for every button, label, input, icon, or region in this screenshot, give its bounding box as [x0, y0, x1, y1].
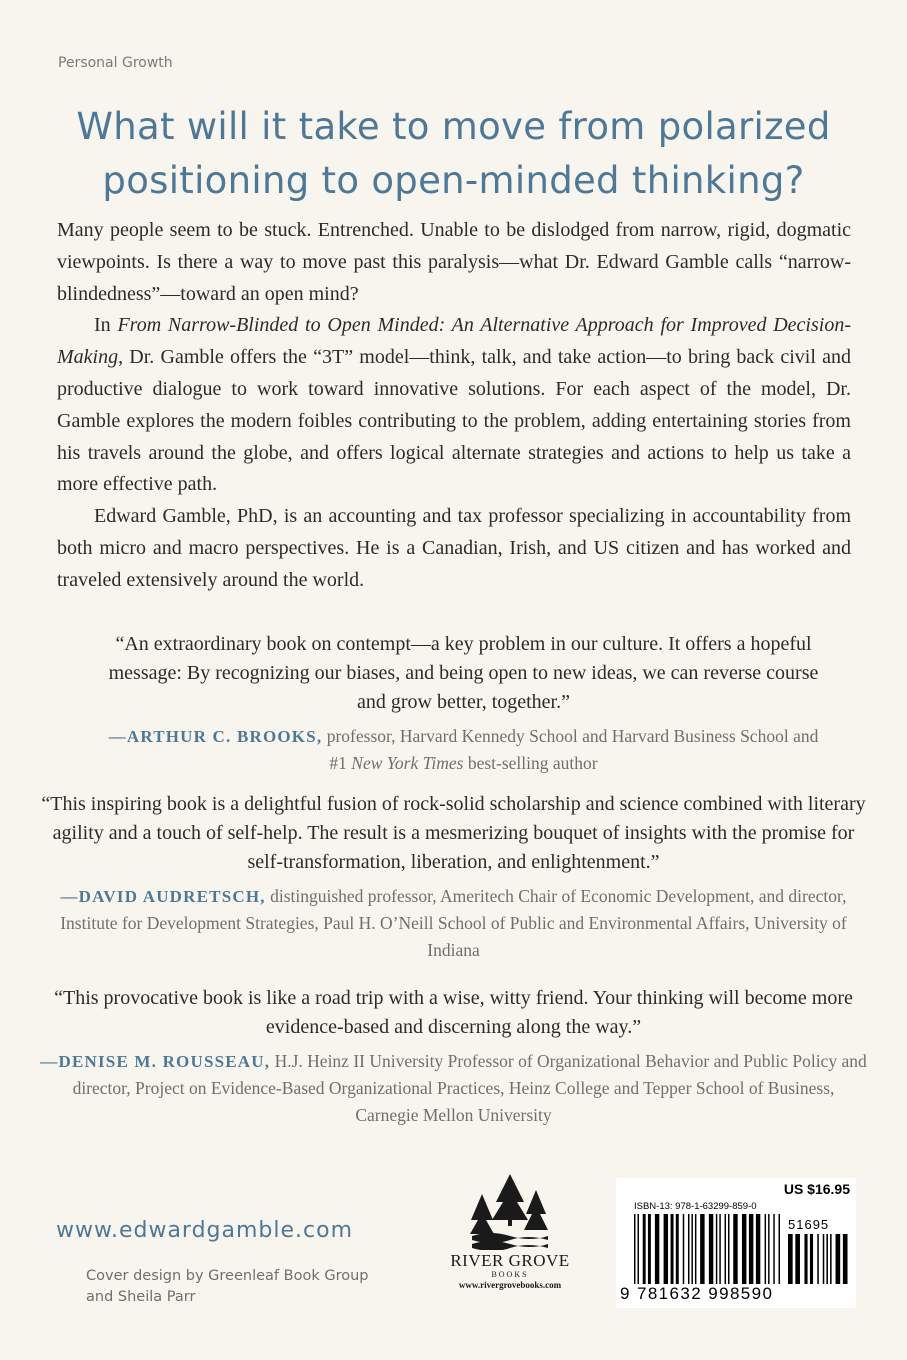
endorsement-quote: “An extraordinary book on contempt—a key problem in our culture. It offers a hopeful message: By recognizing our biases, and being open to new ideas, we can reverse course and grow better, together.”: [108, 633, 819, 713]
endorsement-attribution: —DENISE M. ROUSSEAU, H.J. Heinz II University Professor of Organizational Behavior and Public Policy and director, Project on Evidence-Based Organizational Practices, Heinz College and Tepper School of Business, Carnegie Mellon University: [40, 1051, 867, 1125]
barcode-bar: [756, 1214, 760, 1284]
publisher-subtitle: BOOKS: [491, 1270, 529, 1279]
endorsement-attribution: —ARTHUR C. BROOKS, professor, Harvard Kennedy School and Harvard Business School and #1 New York Times best-selling author: [108, 726, 819, 773]
endorser-name: —DENISE M. ROUSSEAU,: [40, 1052, 271, 1071]
barcode-bar: [817, 1234, 819, 1284]
price-label: US $16.95: [783, 1181, 850, 1197]
barcode-bar: [676, 1214, 679, 1284]
barcode-bar: [826, 1234, 828, 1284]
isbn-label: ISBN-13: 978-1-63299-859-0: [634, 1201, 757, 1212]
endorsement-2: [40, 790, 867, 964]
barcode-bar: [810, 1234, 813, 1284]
barcode-bar: [823, 1234, 825, 1284]
pine-trees-icon: [468, 1172, 552, 1250]
endorsement-1: [100, 630, 827, 777]
barcode-bar: [773, 1214, 774, 1284]
barcode-bar: [843, 1234, 848, 1284]
barcode-bar: [643, 1214, 646, 1284]
barcode-bar: [700, 1214, 704, 1284]
barcode-bar: [648, 1214, 651, 1284]
barcode-bar: [765, 1214, 766, 1284]
ean-digits: 9 781632 998590: [620, 1284, 774, 1303]
barcode-bar: [709, 1214, 713, 1284]
barcode-bar: [804, 1234, 807, 1284]
description-paragraph-1: Many people seem to be stuck. Entrenched. Unable to be dislodged from narrow, rigid, dogmatic viewpoints. Is there a way to move past this paralysis—what Dr. Edward Gamble calls “narrow-blindedness”—toward an open mind?: [57, 219, 851, 305]
book-title: From Narrow-Blinded to Open Minded: An Alternative Approach for Improved Decision-Making: [57, 314, 851, 369]
barcode-bar: [742, 1214, 746, 1284]
barcode-bar: [795, 1234, 800, 1284]
barcode-bar: [725, 1214, 726, 1284]
barcode-bar: [688, 1214, 689, 1284]
barcode-bar: [634, 1214, 635, 1284]
cover-design-credit: Cover design by Greenleaf Book Group and Sheila Parr: [86, 1268, 369, 1305]
endorsement-3: [40, 984, 867, 1129]
headline-line-1: What will it take to move from polarized: [76, 105, 831, 148]
addon-barcode: [788, 1234, 852, 1284]
headline-line-2: positioning to open-minded thinking?: [102, 159, 805, 202]
price-addon-number: 51695: [788, 1217, 830, 1232]
book-description: [57, 215, 851, 597]
barcode-bar: [836, 1234, 841, 1284]
endorser-name: —DAVID AUDRETSCH,: [60, 887, 266, 906]
barcode-bar: [695, 1214, 696, 1284]
barcode-panel: [616, 1178, 856, 1308]
author-website-link[interactable]: www.edwardgamble.com: [56, 1218, 354, 1243]
barcode-bar: [768, 1214, 769, 1284]
barcode-bar: [637, 1214, 638, 1284]
category-label: Personal Growth: [58, 55, 173, 71]
barcode-bar: [788, 1234, 793, 1284]
barcode-bar: [779, 1214, 780, 1284]
barcode-bar: [830, 1234, 832, 1284]
endorsement-attribution: —DAVID AUDRETSCH, distinguished professor, Ameritech Chair of Economic Development, and director, Institute for Development Strategies, Paul H. O’Neill School of Public and Environmental Affairs, University of Indiana: [60, 886, 847, 960]
barcode-bar: [719, 1214, 720, 1284]
barcode-bar: [728, 1214, 729, 1284]
barcode-bar: [749, 1214, 753, 1284]
author-bio: Edward Gamble, PhD, is an accounting and tax professor specializing in accountability from both micro and macro perspectives. He is a Canadian, Irish, and US citizen and has worked and traveled extensively around the world.: [57, 505, 851, 591]
description-paragraph-2: In From Narrow-Blinded to Open Minded: An Alternative Approach for Improved Decision-Making, Dr. Gamble offers the “3T” model—think, talk, and take action—to bring back civil and productive dialogue to work toward innovative solutions. For each aspect of the model, Dr. Gamble explores the modern foibles contributing to the problem, adding entertaining stories from his travels around the globe, and offers logical alternate strategies and actions to help us take a more effective path.: [57, 314, 851, 496]
publisher-name: RIVER GROVE: [450, 1251, 570, 1270]
barcode-bar: [664, 1214, 668, 1284]
barcode-bar: [691, 1214, 692, 1284]
endorser-name: —ARTHUR C. BROOKS,: [108, 727, 323, 746]
barcode-bar: [671, 1214, 674, 1284]
ean-barcode: [634, 1214, 782, 1284]
barcode-bar: [683, 1214, 684, 1284]
barcode-bar: [716, 1214, 717, 1284]
endorsement-quote: “This provocative book is like a road trip with a wise, witty friend. Your thinking will become more evidence-based and discerning along the way.”: [54, 987, 853, 1038]
publisher-logo: [430, 1172, 590, 1291]
publisher-url: www.rivergrovebooks.com: [458, 1280, 562, 1290]
barcode-bar: [655, 1214, 659, 1284]
headline: [40, 100, 867, 208]
barcode-bar: [733, 1214, 737, 1284]
endorsement-quote: “This inspiring book is a delightful fusion of rock-solid scholarship and science combined with literary agility and a touch of self-help. The result is a mesmerizing bouquet of insights with the promise for self-transformation, liberation, and enlightenment.”: [41, 793, 866, 873]
